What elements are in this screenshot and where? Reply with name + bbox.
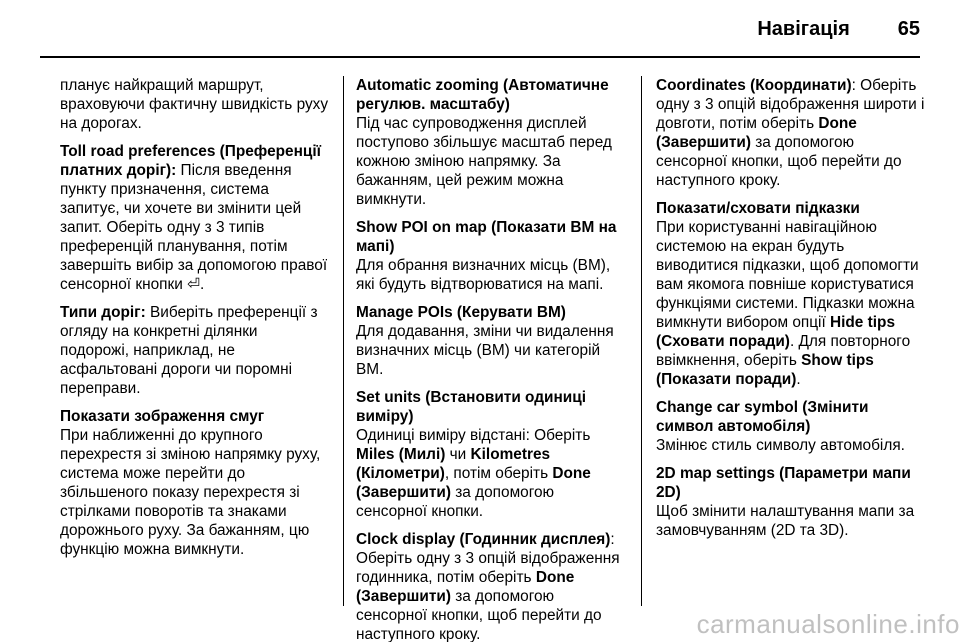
option-hide-tips: Hide tips (Сховати поради): [656, 314, 896, 350]
section-text: [656, 218, 926, 389]
paragraph: [356, 303, 626, 379]
section-title: Show POI on map (Показати ВМ на мапі): [356, 219, 617, 255]
term-text: Виберіть преференції з огляду на конкретні ділянки подорожі, наприклад, не асфальтовані дороги чи поромні переправи.: [60, 304, 318, 397]
page-title: Навігація: [757, 18, 850, 40]
option-kilometres: Kilometres (Кілометри): [356, 446, 551, 482]
text-run: . Для повторного ввімкнення, оберіть: [656, 333, 911, 369]
text-run: : Оберіть одну з 3 опцій відображення широти і довготи, потім оберіть: [656, 77, 925, 132]
page-header: [757, 18, 920, 41]
paragraph: планує найкращий маршрут, враховуючи фактичну швидкість руху на дорогах.: [60, 77, 329, 132]
column-3: [656, 76, 926, 549]
section-title: Automatic zooming (Автоматичне регулюв. масштабу): [356, 77, 609, 113]
header-rule: [40, 56, 920, 58]
option-show-tips: Show tips (Показати поради): [656, 352, 874, 388]
section-title: Manage POIs (Керувати ВМ): [356, 304, 566, 321]
section-title: Set units (Встановити одиниці виміру): [356, 389, 586, 425]
section-text: Під час супроводження дисплей поступово збільшує масштаб перед кожною зміною напрямку. За бажанням, цей режим можна вимкнути.: [356, 115, 612, 208]
column-2: [356, 76, 626, 642]
paragraph: [656, 398, 926, 455]
watermark: carmanualsonline.info: [696, 609, 960, 639]
section-title: 2D map settings (Параметри мапи 2D): [656, 465, 911, 501]
section-title: Показати/сховати підказки: [656, 200, 860, 217]
section-title: Change car symbol (Змінити символ автомобіля): [656, 399, 869, 435]
paragraph: [356, 76, 626, 209]
text-run: чи: [445, 446, 471, 463]
text-run: за допомогою сенсорної кнопки, щоб перейти до наступного кроку.: [656, 134, 902, 189]
column-divider-2: [641, 76, 642, 606]
paragraph: [60, 303, 330, 398]
text-run: за допомогою сенсорної кнопки.: [356, 484, 555, 520]
section-text: [356, 426, 626, 521]
term-title: Toll road preferences (Преференції платних доріг):: [60, 143, 321, 179]
term-title: Coordinates (Координати): [656, 77, 852, 94]
section-text: Щоб змінити налаштування мапи за замовчуванням (2D та 3D).: [656, 503, 915, 539]
term-text: Після введення пункту призначення, система запитує, чи хочете ви змінити цей запит. Оберіть одну з 3 типів преференцій планування, потім завершіть вибір за допомогою правої сенсорної кнопки ⏎.: [60, 162, 328, 293]
text-run: , потім оберіть: [444, 465, 553, 482]
paragraph: [356, 530, 626, 642]
paragraph: [356, 218, 626, 294]
section-text: Для обрання визначних місць (ВМ), які будуть відтворюватися на мапі.: [356, 257, 611, 293]
option-done: Done (Завершити): [356, 465, 591, 501]
section-text: При наближенні до крупного перехрестя зі зміною напрямку руху, система може перейти до збільшеного показу перехрестя зі стрілками поворотів та знаками дорожнього руху. За бажанням, цю функцію можна вимкнути.: [60, 427, 321, 558]
section-title: Показати зображення смуг: [60, 408, 265, 425]
paragraph: [656, 199, 926, 389]
text-run: за допомогою сенсорної кнопки, щоб перейти до наступного кроку.: [356, 588, 602, 642]
paragraph: [356, 388, 626, 521]
text-run: При користуванні навігаційною системою на екран будуть виводитися підказки, щоб допомогти вам якомога повніше користуватися функціями системи. Підказки можна вимкнути вибором опції: [656, 219, 919, 331]
option-miles: Miles (Милі): [356, 446, 446, 463]
text-run: Одиниці виміру відстані: Оберіть: [356, 427, 591, 444]
term-title: Clock display (Годинник дисплея): [356, 531, 611, 548]
option-done: Done (Завершити): [656, 115, 857, 151]
term-title: Типи доріг:: [60, 304, 146, 321]
paragraph: [656, 464, 926, 540]
text-run: : Оберіть одну з 3 опцій відображення годинника, потім оберіть: [356, 531, 620, 586]
text-run: .: [796, 371, 801, 388]
paragraph: [60, 407, 330, 559]
option-done: Done (Завершити): [356, 569, 575, 605]
column-1: [60, 76, 330, 568]
paragraph: [656, 76, 926, 190]
section-text: Змінює стиль символу автомобіля.: [656, 437, 905, 454]
section-text: Для додавання, зміни чи видалення визначних місць (ВМ) чи категорій ВМ.: [356, 323, 614, 378]
column-divider-1: [343, 76, 344, 606]
paragraph: [60, 142, 330, 294]
page-number: 65: [897, 18, 920, 40]
